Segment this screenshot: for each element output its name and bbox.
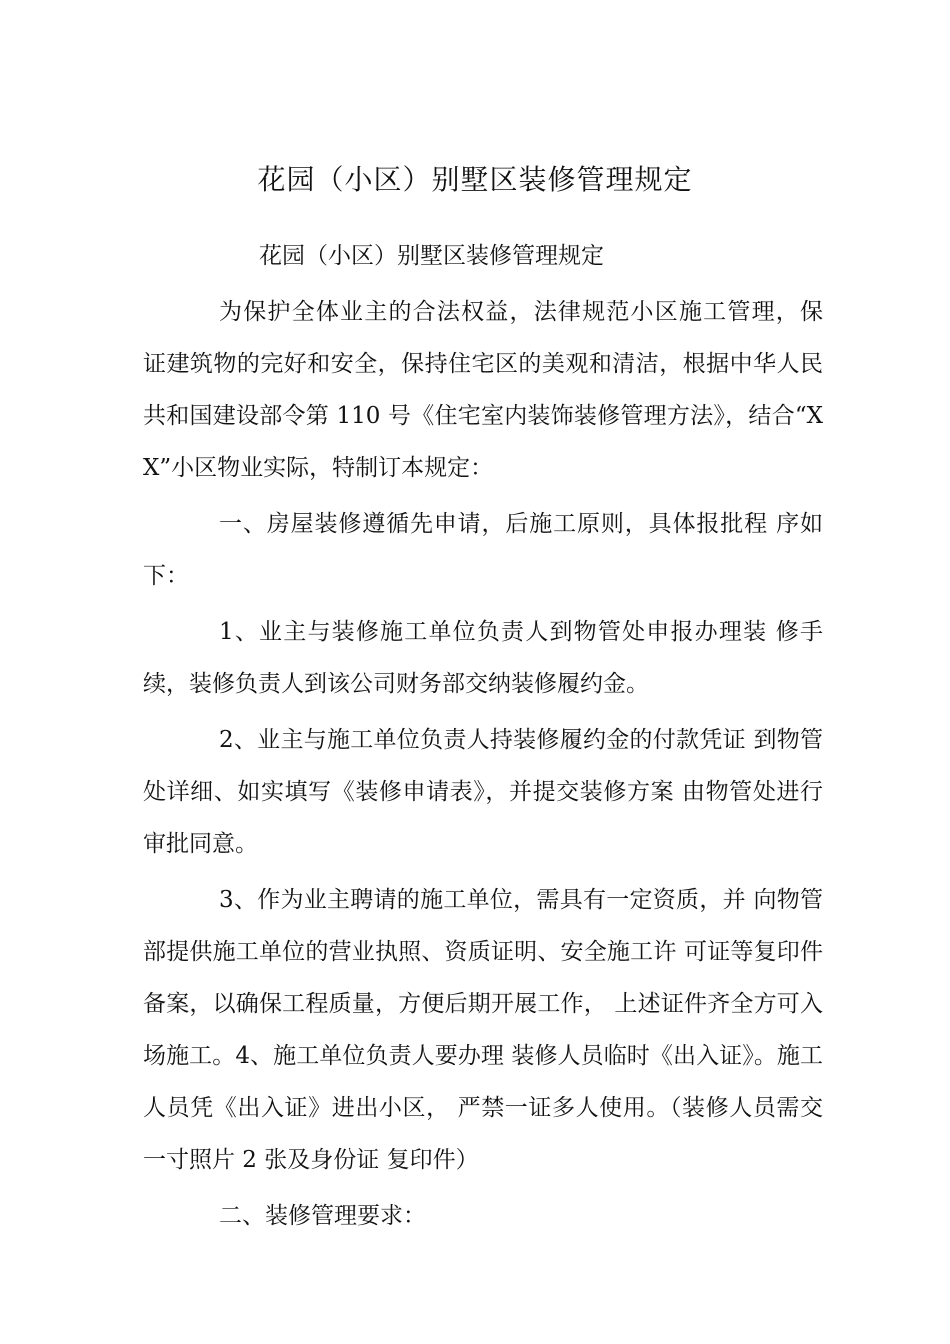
paragraph-item-2: 2、业主与施工单位负责人持装修履约金的付款凭证 到物管处详细、如实填写《装修申请表》，并提交装修方案 由物管处进行审批同意。 — [143, 727, 823, 857]
document-body — [143, 230, 823, 1242]
paragraph-item-3: 3、作为业主聘请的施工单位，需具有一定资质，并 向物管部提供施工单位的营业执照、资质证明、安全施工许 可证等复印件备案，以确保工程质量，方便后期开展工作， 上述证件齐全方可入场施工。4、施工单位负责人要办理 装修人员临时《出入证》。施工人员凭《出入证》进出小区， 严禁一证多人使用。（装修人员需交一寸照片 2 张及身份证 复印件） — [143, 887, 823, 1173]
document-title: 花园（小区）别墅区装修管理规定 — [257, 163, 693, 196]
paragraph-item-1: 1、业主与装修施工单位负责人到物管处申报办理装 修手续，装修负责人到该公司财务部交纳装修履约金。 — [143, 619, 823, 697]
paragraph-section-one: 一、房屋装修遵循先申请，后施工原则，具体报批程 序如下： — [143, 511, 823, 589]
paragraph-section-two: 二、装修管理要求： — [219, 1203, 426, 1229]
paragraph-intro: 为保护全体业主的合法权益，法律规范小区施工管理，保 证建筑物的完好和安全，保持住宅区的美观和清洁，根据中华人民共和国建设部令第 110 号《住宅室内装饰装修管理方法》，结合“XX”小区物业实际，特制订本规定： — [143, 299, 823, 481]
document-subtitle: 花园（小区）别墅区装修管理规定 — [259, 243, 604, 269]
